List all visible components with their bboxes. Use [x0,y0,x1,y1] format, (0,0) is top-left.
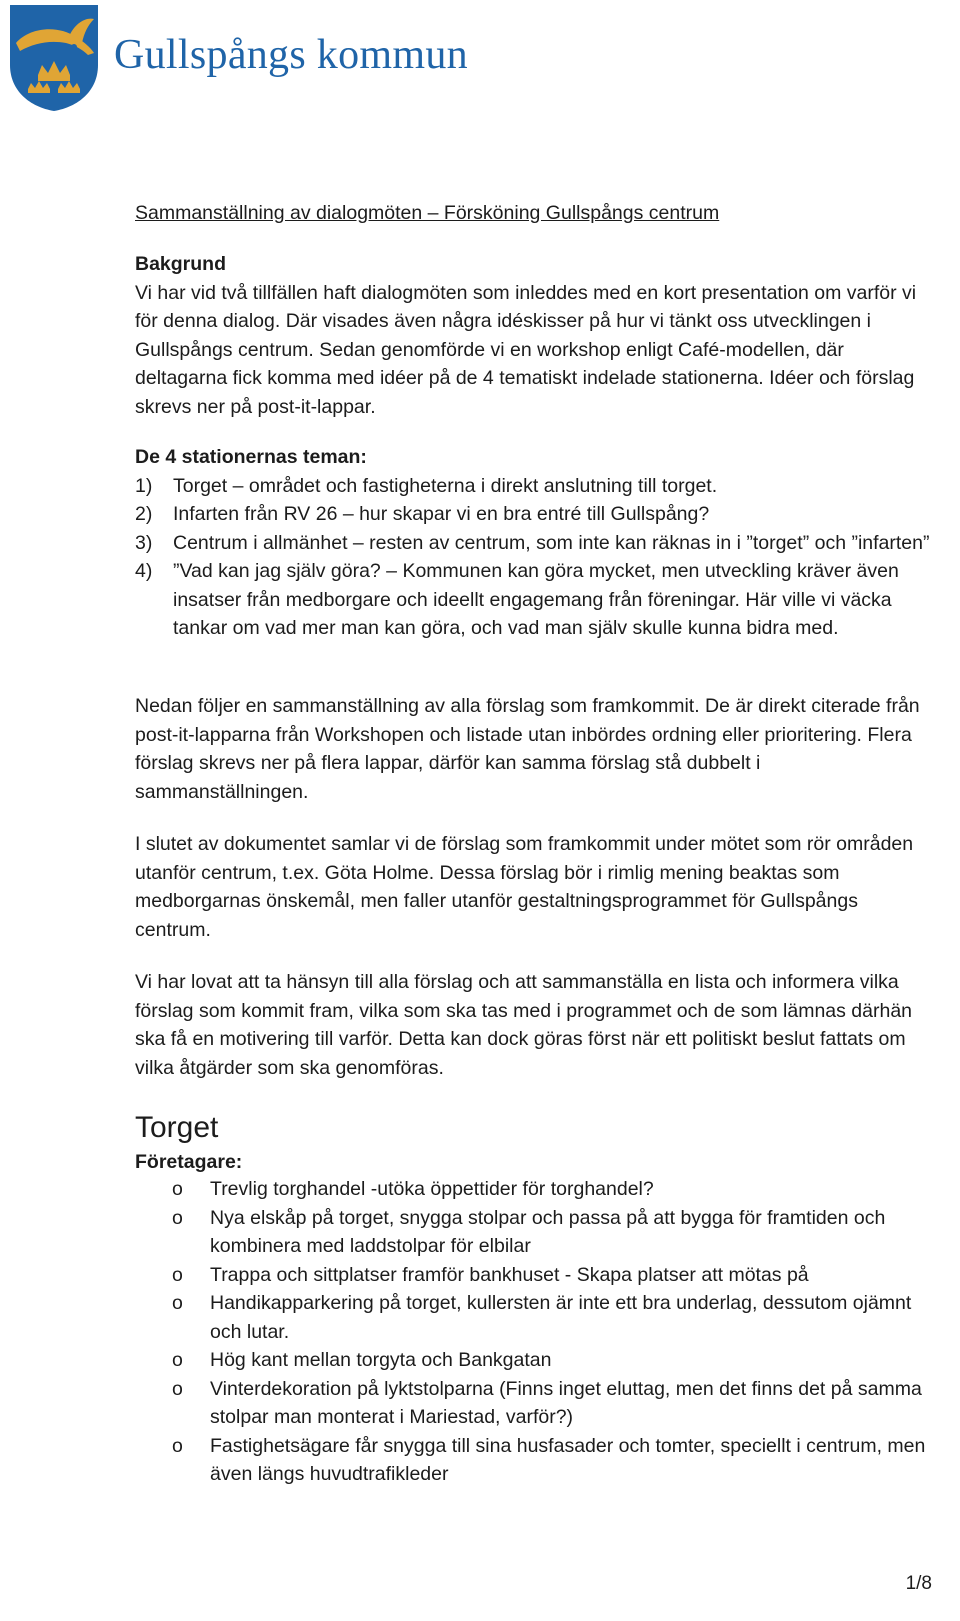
bullet-icon: o [172,1349,183,1371]
list-item [135,1375,935,1432]
list-item-number: 1) [135,474,153,497]
document-title: Sammanställning av dialogmöten – Försköning Gullspångs centrum [135,202,720,224]
list-item-number: 4) [135,560,153,582]
list-item-text: Trevlig torghandel -utöka öppettider för torghandel? [210,1178,654,1200]
background-section [135,250,935,421]
list-item-text: Centrum i allmänhet – resten av centrum, som inte kan räknas in i ”torget” och ”infarten” [173,531,930,554]
list-item [135,1432,935,1489]
stations-heading: De 4 stationernas teman: [135,446,367,468]
list-item-number: 2) [135,503,153,525]
stations-list [135,472,935,643]
bullet-icon: o [172,1178,183,1200]
list-item [135,1346,935,1375]
bullet-icon: o [172,1292,183,1314]
page-number: 1/8 [905,1573,932,1594]
coat-of-arms-icon [8,3,100,113]
list-item [135,1175,935,1204]
list-item-text: Nya elskåp på torget, snygga stolpar och passa på att bygga för framtiden och kombinera med laddstolpar för elbilar [210,1206,886,1257]
bullet-icon: o [172,1206,183,1229]
list-item-text: Fastighetsägare får snygga till sina husfasader och tomter, speciellt i centrum, men även längs huvudtrafikleder [210,1434,926,1485]
proposal-list [135,1175,935,1489]
list-item-text: Infarten från RV 26 – hur skapar vi en bra entré till Gullspång? [173,503,710,525]
list-item-text: Hög kant mellan torgyta och Bankgatan [210,1349,552,1371]
stations-section [135,443,935,643]
section-subheading: Företagare: [135,1151,243,1173]
list-item-text: Handikapparkering på torget, kullersten är inte ett bra underlag, dessutom ojämnt och lutar. [210,1292,912,1343]
list-item-text: ”Vad kan jag själv göra? – Kommunen kan göra mycket, men utveckling kräver även insatser från medborgare och ideellt engagemang från föreningar. Här ville vi väcka tankar om vad mer man kan göra, och vad man själv skulle kunna bidra med. [173,560,899,639]
list-item [135,472,935,501]
list-item-number: 3) [135,531,153,554]
list-item-text: Torget – området och fastigheterna i direkt anslutning till torget. [173,474,718,497]
list-item [135,557,935,643]
background-paragraph: Vi har vid två tillfällen haft dialogmöten som inleddes med en kort presentation om varför vi för denna dialog. Där visades även några idéskisser på hur vi tänkt oss utvecklingen i Gullspångs centrum. Sedan genomförde vi en workshop enligt Café-modellen, där deltagarna fick komma med idéer på de 4 tematiskt indelade stationerna. Idéer och förslag skrevs ner på post-it-lappar. [135,281,917,418]
list-item [135,1204,935,1261]
bullet-icon: o [172,1377,183,1400]
summary-paragraph: Nedan följer en sammanställning av alla förslag som framkommit. De är direkt citerade från post-it-lapparna från Workshopen och listade utan inbördes ordning eller prioritering. Flera förslag skrevs ner på flera lappar, därför kan samma förslag stå dubbelt i sammanställningen. [135,695,920,803]
list-item [135,500,935,529]
list-item-text: Trappa och sittplatser framför bankhuset - Skapa platser att mötas på [210,1263,809,1286]
bullet-icon: o [172,1263,183,1286]
bullet-icon: o [172,1434,183,1457]
municipality-name: Gullspångs kommun [114,32,468,78]
background-heading: Bakgrund [135,253,227,275]
promise-paragraph: Vi har lovat att ta hänsyn till alla förslag och att sammanställa en lista och informera vilka förslag som kommit fram, vilka som ska tas med i programmet och de som lämnas därhän ska få en motivering till varför. Detta kan dock göras först när ett politiskt beslut fattats om vilka åtgärder som ska genomföras. [135,971,913,1079]
list-item [135,1261,935,1290]
list-item-text: Vinterdekoration på lyktstolparna (Finns inget eluttag, men det finns det på samma stolpar man monterat i Mariestad, varför?) [210,1377,922,1428]
municipality-logo [8,3,478,115]
section-heading: Torget [135,1111,219,1144]
list-item [135,529,935,558]
outside-centre-paragraph: I slutet av dokumentet samlar vi de förslag som framkommit under mötet som rör områden utanför centrum, t.ex. Göta Holme. Dessa förslag bör i rimlig mening beaktas som medborgarnas önskemål, men faller utanför gestaltningsprogrammet för Gullspångs centrum. [135,833,914,941]
list-item [135,1289,935,1346]
